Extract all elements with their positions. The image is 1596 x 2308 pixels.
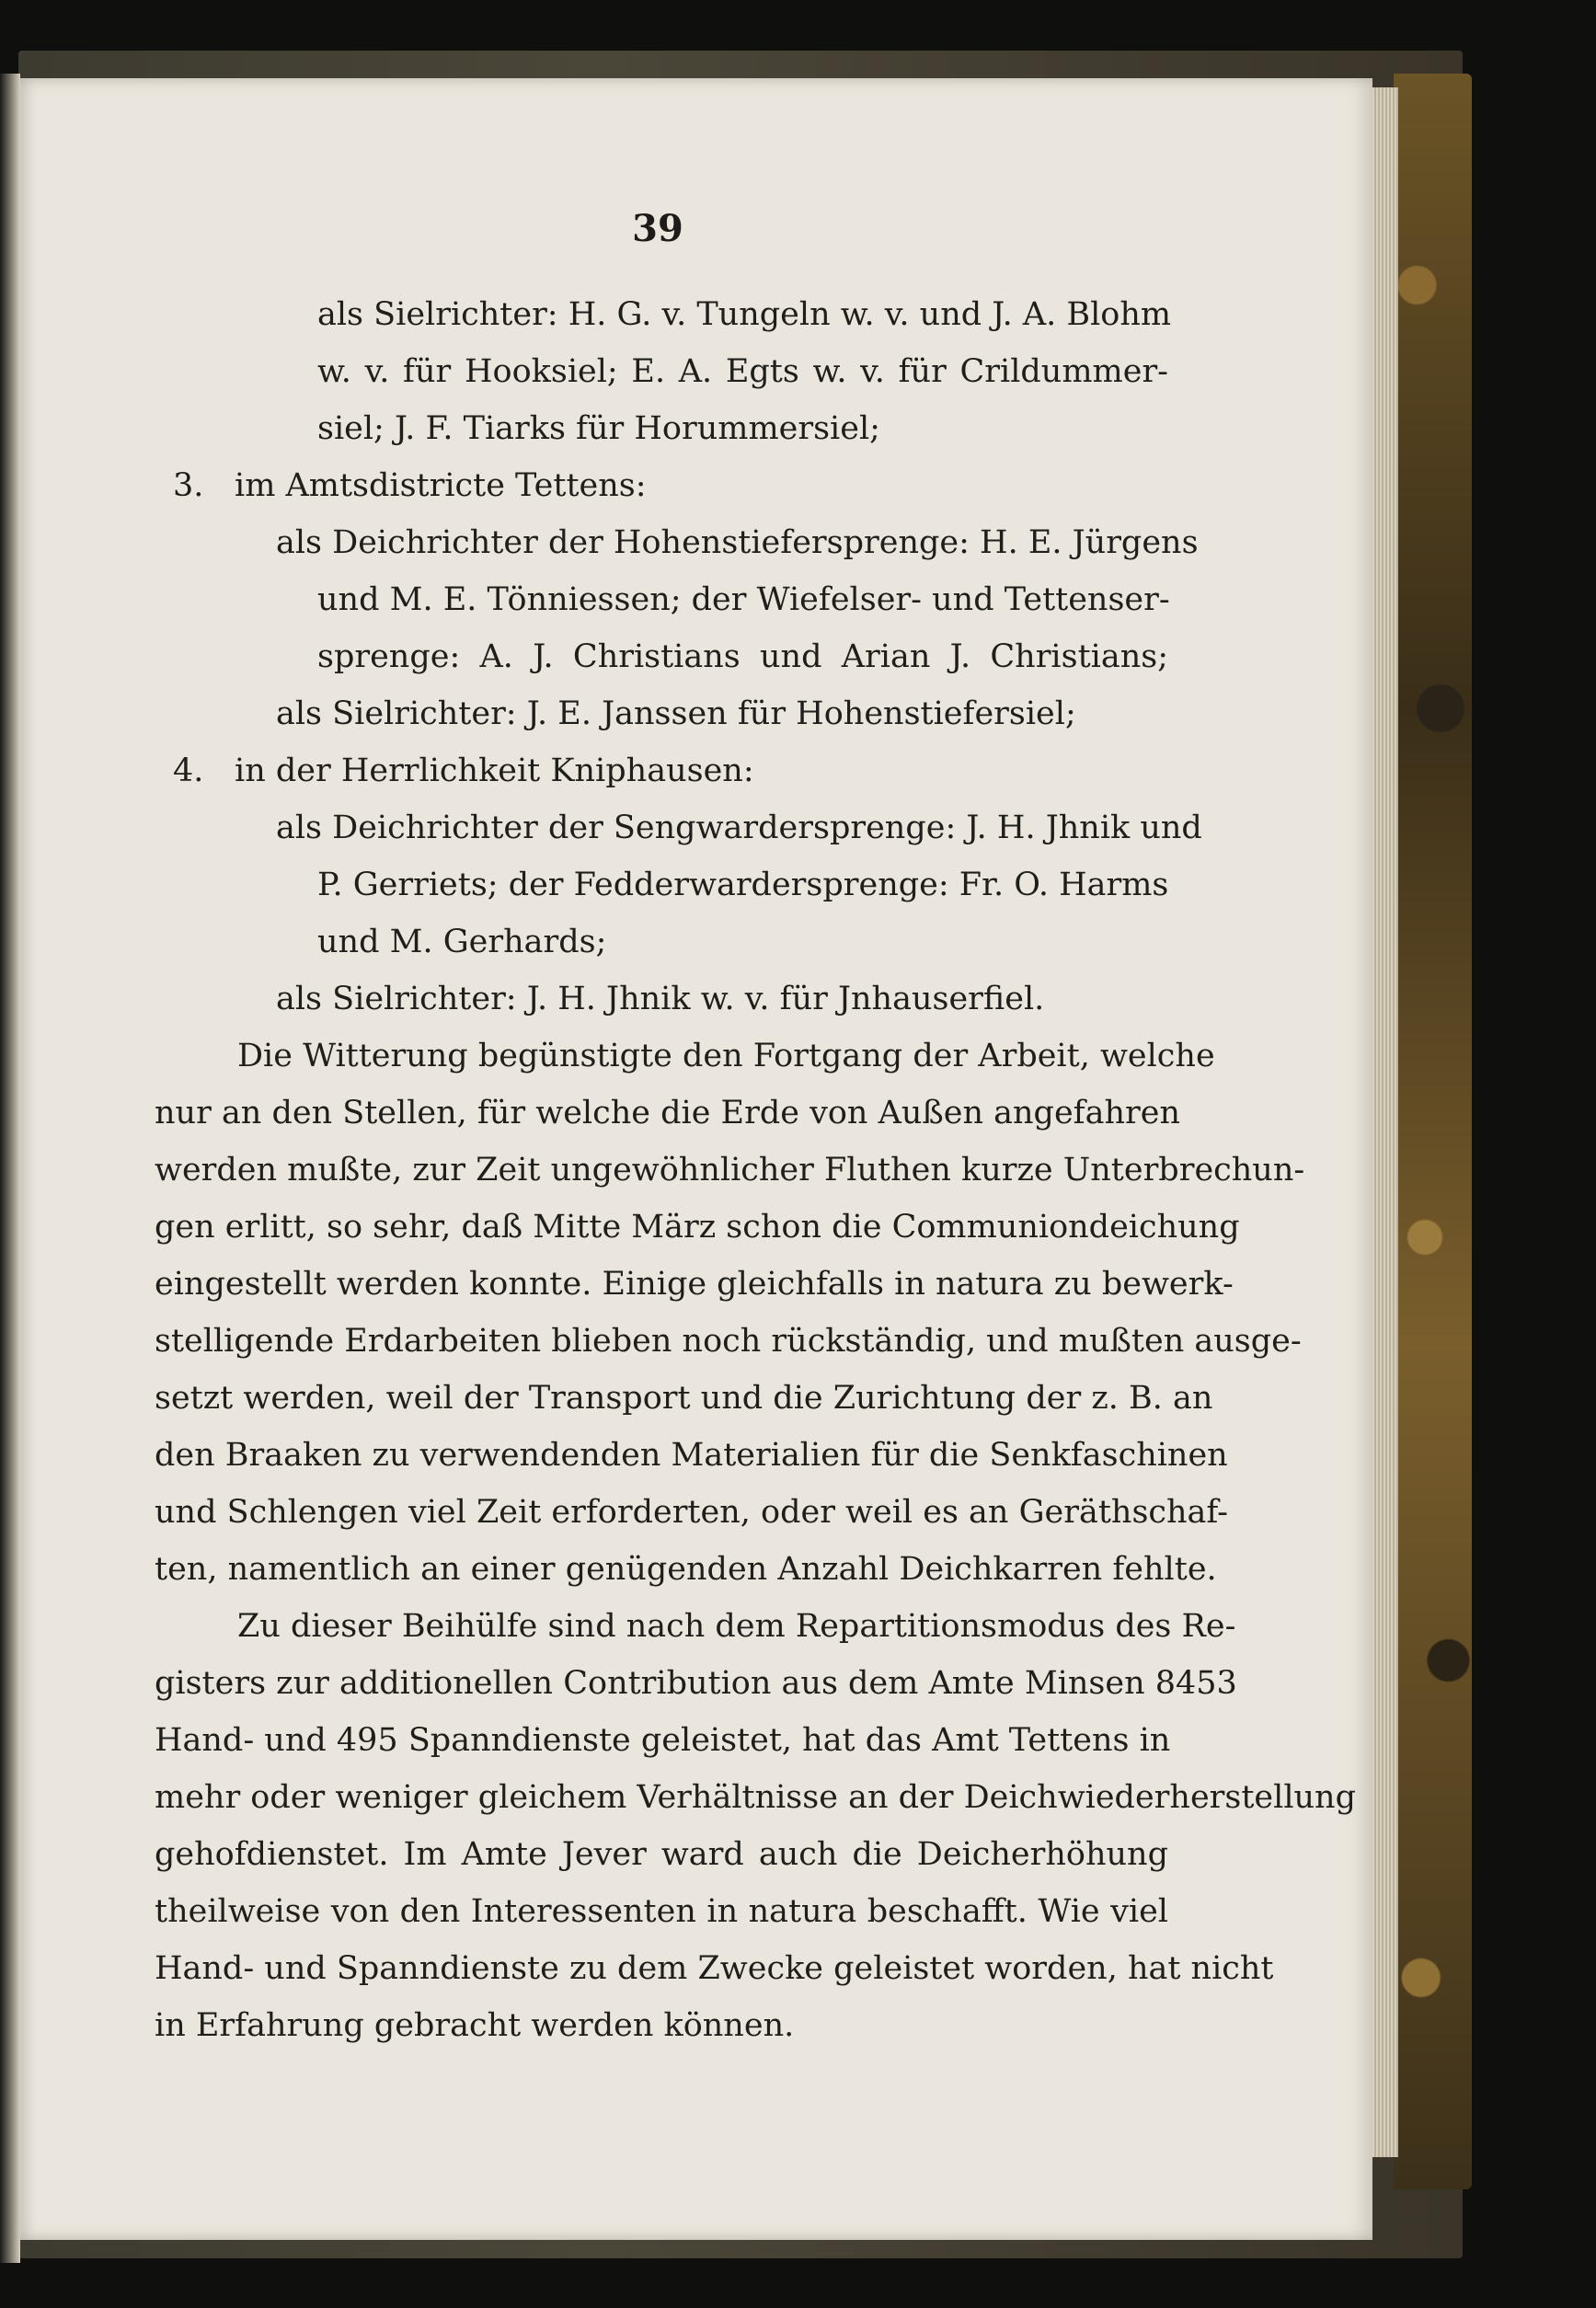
text-line: als Sielrichter: J. E. Janssen für Hohenstiefersiel;	[276, 695, 1076, 732]
text-line: als Sielrichter: H. G. v. Tungeln w. v. und J. A. Blohm	[317, 296, 1172, 333]
text-line: als Deichrichter der Hohenstiefersprenge: H. E. Jürgens	[276, 524, 1199, 561]
text-line: in Erfahrung gebracht werden können.	[155, 2007, 795, 2044]
text-line: P. Gerriets; der Fedderwardersprenge: Fr. O. Harms	[317, 867, 1169, 903]
text-line: als Deichrichter der Sengwardersprenge: J. H. Jhnik und	[276, 810, 1202, 846]
text-line: den Braaken zu verwendenden Materialien für die Senkfaschinen	[155, 1437, 1228, 1474]
text-line: nur an den Stellen, für welche die Erde von Außen angefahren	[155, 1095, 1181, 1131]
left-page-edge	[0, 74, 20, 2263]
list-number: 3.	[173, 467, 204, 504]
text-line: sprenge: A. J. Christians und Arian J. Christians;	[317, 638, 1168, 675]
text-line: in der Herrlichkeit Kniphausen:	[235, 752, 754, 789]
text-line: w. v. für Hooksiel; E. A. Egts w. v. für Crildummer-	[317, 353, 1168, 390]
text-line: stelligende Erdarbeiten blieben noch rückständig, und mußten ausge-	[155, 1323, 1302, 1360]
text-line: und Schlengen viel Zeit erforderten, oder weil es an Geräthschaf-	[155, 1494, 1228, 1531]
list-number: 4.	[173, 752, 204, 789]
text-line: eingestellt werden konnte. Einige gleichfalls in natura zu bewerk-	[155, 1266, 1234, 1303]
text-line: Hand- und 495 Spanndienste geleistet, hat das Amt Tettens in	[155, 1722, 1171, 1759]
text-line: Die Witterung begünstigte den Fortgang der Arbeit, welche	[237, 1038, 1215, 1074]
text-line: und M. Gerhards;	[317, 924, 607, 960]
marbled-board	[1394, 74, 1472, 2189]
text-line: siel; J. F. Tiarks für Horummersiel;	[317, 410, 880, 447]
text-line: im Amtsdistricte Tettens:	[235, 467, 647, 504]
page-number: 39	[632, 207, 683, 250]
text-line: Zu dieser Beihülfe sind nach dem Repartitionsmodus des Re-	[237, 1608, 1236, 1645]
text-line: gisters zur additionellen Contribution aus dem Amte Minsen 8453	[155, 1665, 1237, 1702]
text-line: als Sielrichter: J. H. Jhnik w. v. für Jnhauserfiel.	[276, 981, 1045, 1017]
text-line: gen erlitt, so sehr, daß Mitte März schon die Communiondeichung	[155, 1209, 1240, 1246]
text-line: werden mußte, zur Zeit ungewöhnlicher Fluthen kurze Unterbrechun-	[155, 1152, 1305, 1188]
text-line: theilweise von den Interessenten in natura beschafft. Wie viel	[155, 1893, 1168, 1930]
text-line: und M. E. Tönniessen; der Wiefelser- und Tettenser-	[317, 581, 1170, 618]
text-line: setzt werden, weil der Transport und die Zurichtung der z. B. an	[155, 1380, 1213, 1417]
text-line: gehofdienstet. Im Amte Jever ward auch die Deicherhöhung	[155, 1836, 1168, 1873]
text-line: mehr oder weniger gleichem Verhältnisse an der Deichwiederherstellung	[155, 1779, 1357, 1816]
text-line: ten, namentlich an einer genügenden Anzahl Deichkarren fehlte.	[155, 1551, 1217, 1588]
text-line: Hand- und Spanndienste zu dem Zwecke geleistet worden, hat nicht	[155, 1950, 1274, 1987]
